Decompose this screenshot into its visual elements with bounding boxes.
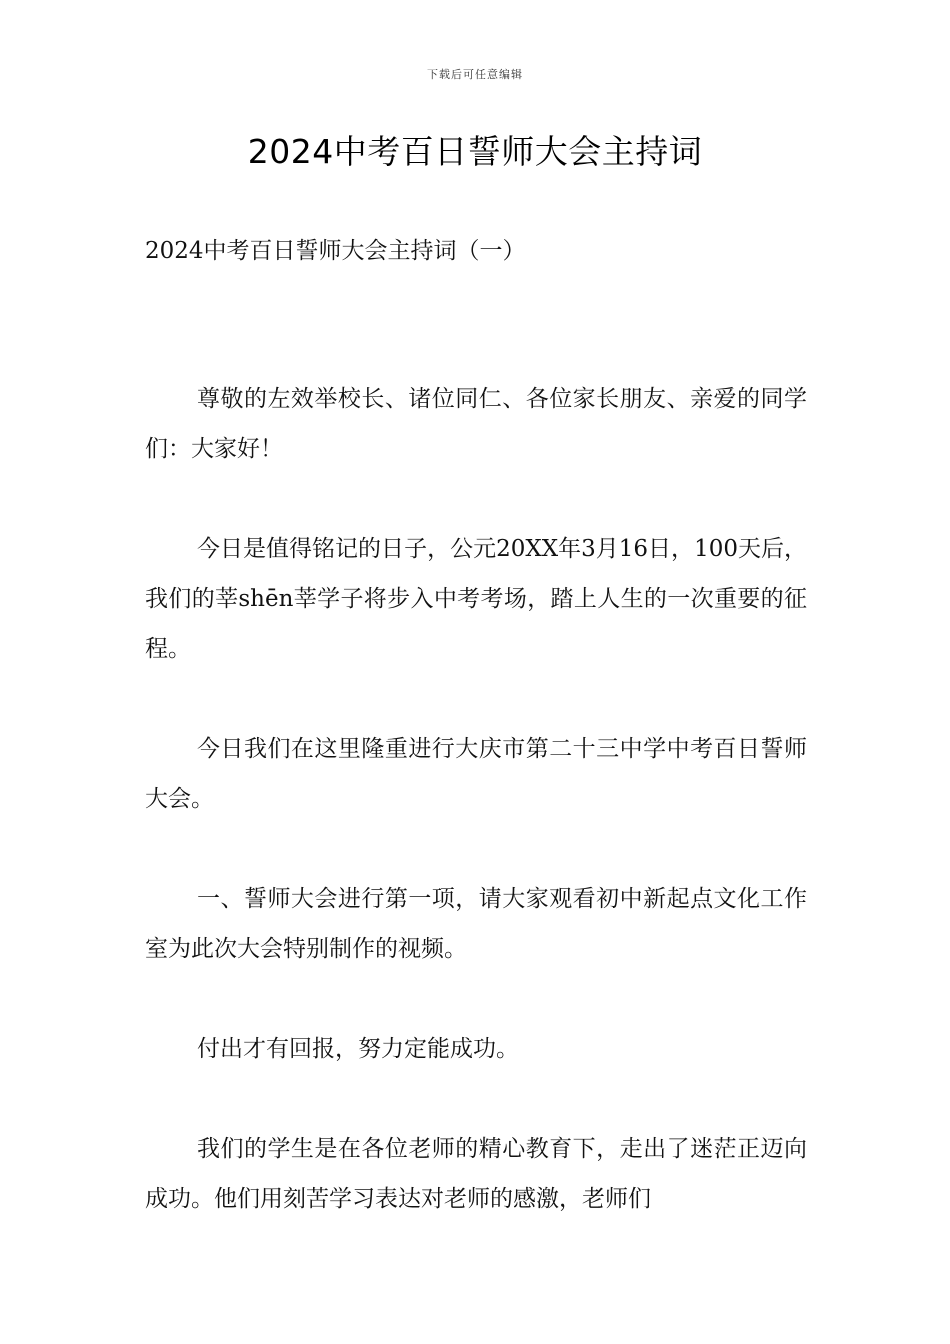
document-body [145,374,807,1274]
paragraph-greeting: 尊敬的左效举校长、诸位同仁、各位家长朋友、亲爱的同学们：大家好！ [145,386,807,462]
paragraph-item-one: 一、誓师大会进行第一项，请大家观看初中新起点文化工作室为此次大会特别制作的视频。 [145,886,807,962]
paragraph-students: 我们的学生是在各位老师的精心教育下，走出了迷茫正迈向成功。他们用刻苦学习表达对老师的感激，老师们 [145,1136,807,1212]
header-note: 下载后可任意编辑 [427,68,523,81]
paragraph-event: 今日我们在这里隆重进行大庆市第二十三中学中考百日誓师大会。 [145,736,807,812]
paragraph-date: 今日是值得铭记的日子，公元20XX年3月16日，100天后，我们的莘shēn莘学子将步入中考考场，踏上人生的一次重要的征程。 [145,536,807,662]
document-title: 2024中考百日誓师大会主持词 [247,132,703,171]
paragraph-motto: 付出才有回报，努力定能成功。 [197,1036,519,1062]
section-subtitle: 2024中考百日誓师大会主持词（一） [145,238,526,264]
